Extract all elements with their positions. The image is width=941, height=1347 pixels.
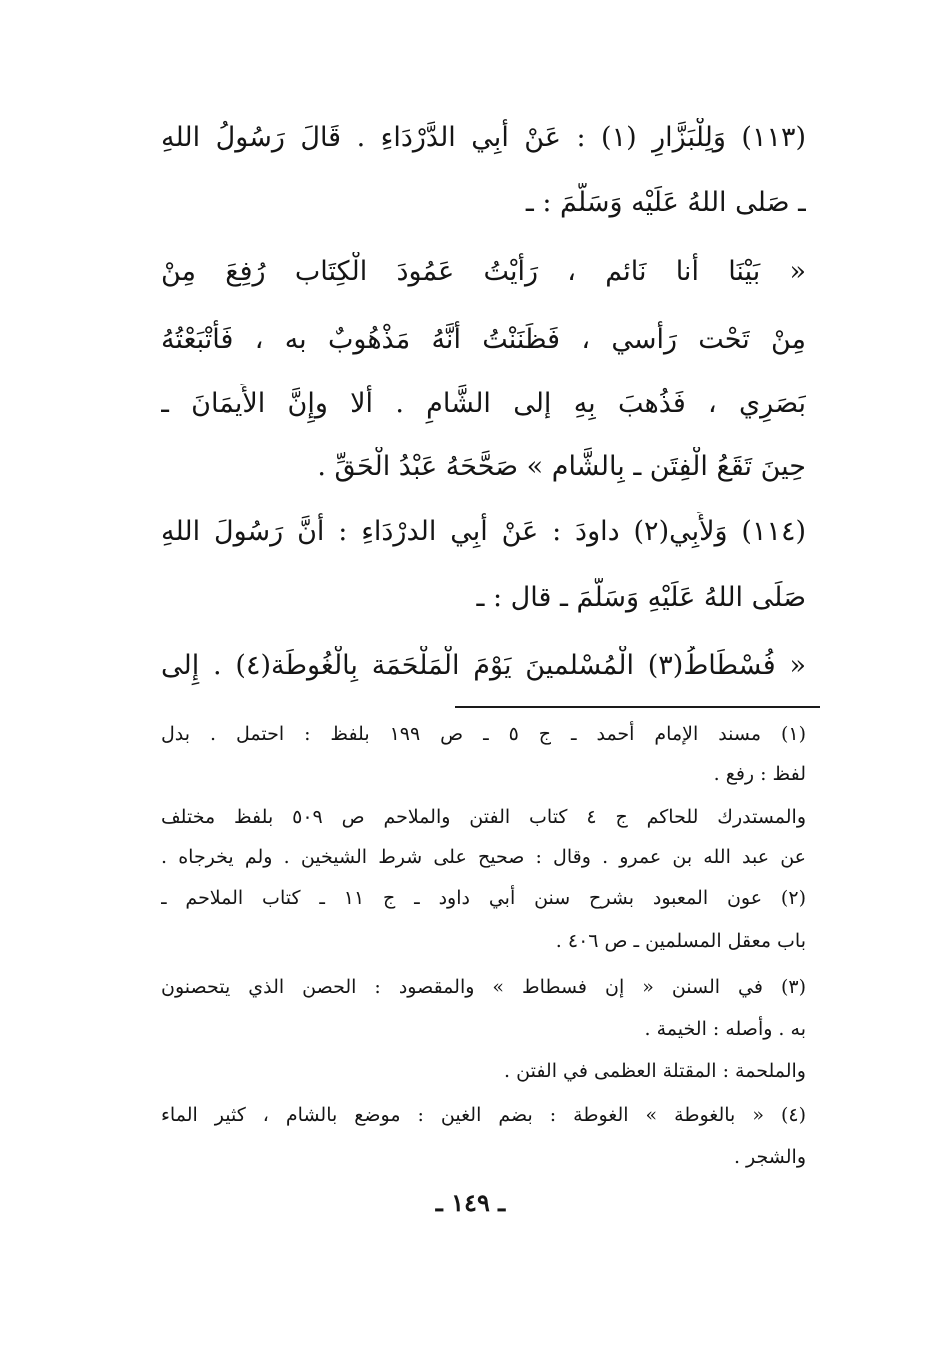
hadith-114-line-2: صَلَى اللهُ عَلَيْهِ وَسَلَّمَ ـ قال : ـ [476,582,806,613]
hadith-113-line-6: حِينَ تَقَعُ الْفِتَن ـ بِالشَّام » صَحَّحَهُ عَبْدُ الْحَقِّ . [317,451,806,482]
page-number: ـ ١٤٩ ـ [435,1188,506,1217]
footnote-4-line-1: (٤) « بالغوطة » الغوطة : بضم الغين : موضع بالشام ، كثير الماء [161,1104,806,1126]
hadith-113-line-5: بَصَرِي ، فَذُهبَ بِهِ إلى الشَّامِ . أَلا وإِنَّ الأَيمَانَ ـ [161,388,806,419]
footnote-4-line-2: والشجر . [733,1146,806,1168]
footnote-3-line-1: (٣) في السنن « إن فسطاط » والمقصود : الحصن الذي يتحصنون [161,976,806,998]
hadith-113-line-2: ـ صَلى اللهُ عَلَيْه وَسَلَّمَ : ـ [525,187,806,218]
footnote-1-line-2: لفظ : رفع . [713,763,806,785]
footnote-3-line-2: به . وأصله : الخيمة . [644,1018,806,1040]
footnote-3-line-3: والملحمة : المقتلة العظمى في الفتن . [504,1060,806,1082]
hadith-114-line-3: « فُسْطَاطُ(٣) الْمُسْلمينَ يَوْمَ الْمَلْحَمَة بِالْغُوطَة(٤) . إِلى [161,650,806,681]
hadith-113-line-3: « بَيْنَا أَنا نَائم ، رَأَيْتُ عَمُودَ الْكِتَاب رُفِعَ مِنْ [161,256,806,287]
footnote-2-line-1: (٢) عون المعبود بشرح سنن أبي داود ـ ج ١١ ـ كتاب الملاحم ـ [161,887,806,909]
footnote-separator [455,706,820,708]
footnote-2-line-2: باب معقل المسلمين ـ ص ٤٠٦ . [555,930,806,952]
footnote-1-line-1: (١) مسند الإمام أحمد ـ ج ٥ ـ ص ١٩٩ بلفظ : احتمل . بدل [161,723,806,745]
hadith-113-line-1: (١١٣) وَلِلْبَزَّارِ (١) : عَنْ أَبِي الدَّرْدَاءِ . قَالَ رَسُولُ اللهِ [161,122,806,153]
hadith-114-line-1: (١١٤) وَلأَبِي(٢) داودَ : عَنْ أَبِي الدرْدَاءِ : أَنَّ رَسُولَ اللهِ [161,516,806,547]
footnote-1-line-4: عن عبد الله بن عمرو . وقال : صحيح على شرط الشيخين . ولم يخرجاه . [161,846,806,868]
footnote-1-line-3: والمستدرك للحاكم ج ٤ كتاب الفتن والملاحم ص ٥٠٩ بلفظ مختلف [161,806,806,828]
hadith-113-line-4: مِنْ تَحْت رَأْسي ، فَظَنَنْتُ أَنَّهُ مَذْهُوبٌ به ، فَأَتْبَعْتُهُ [161,324,806,355]
